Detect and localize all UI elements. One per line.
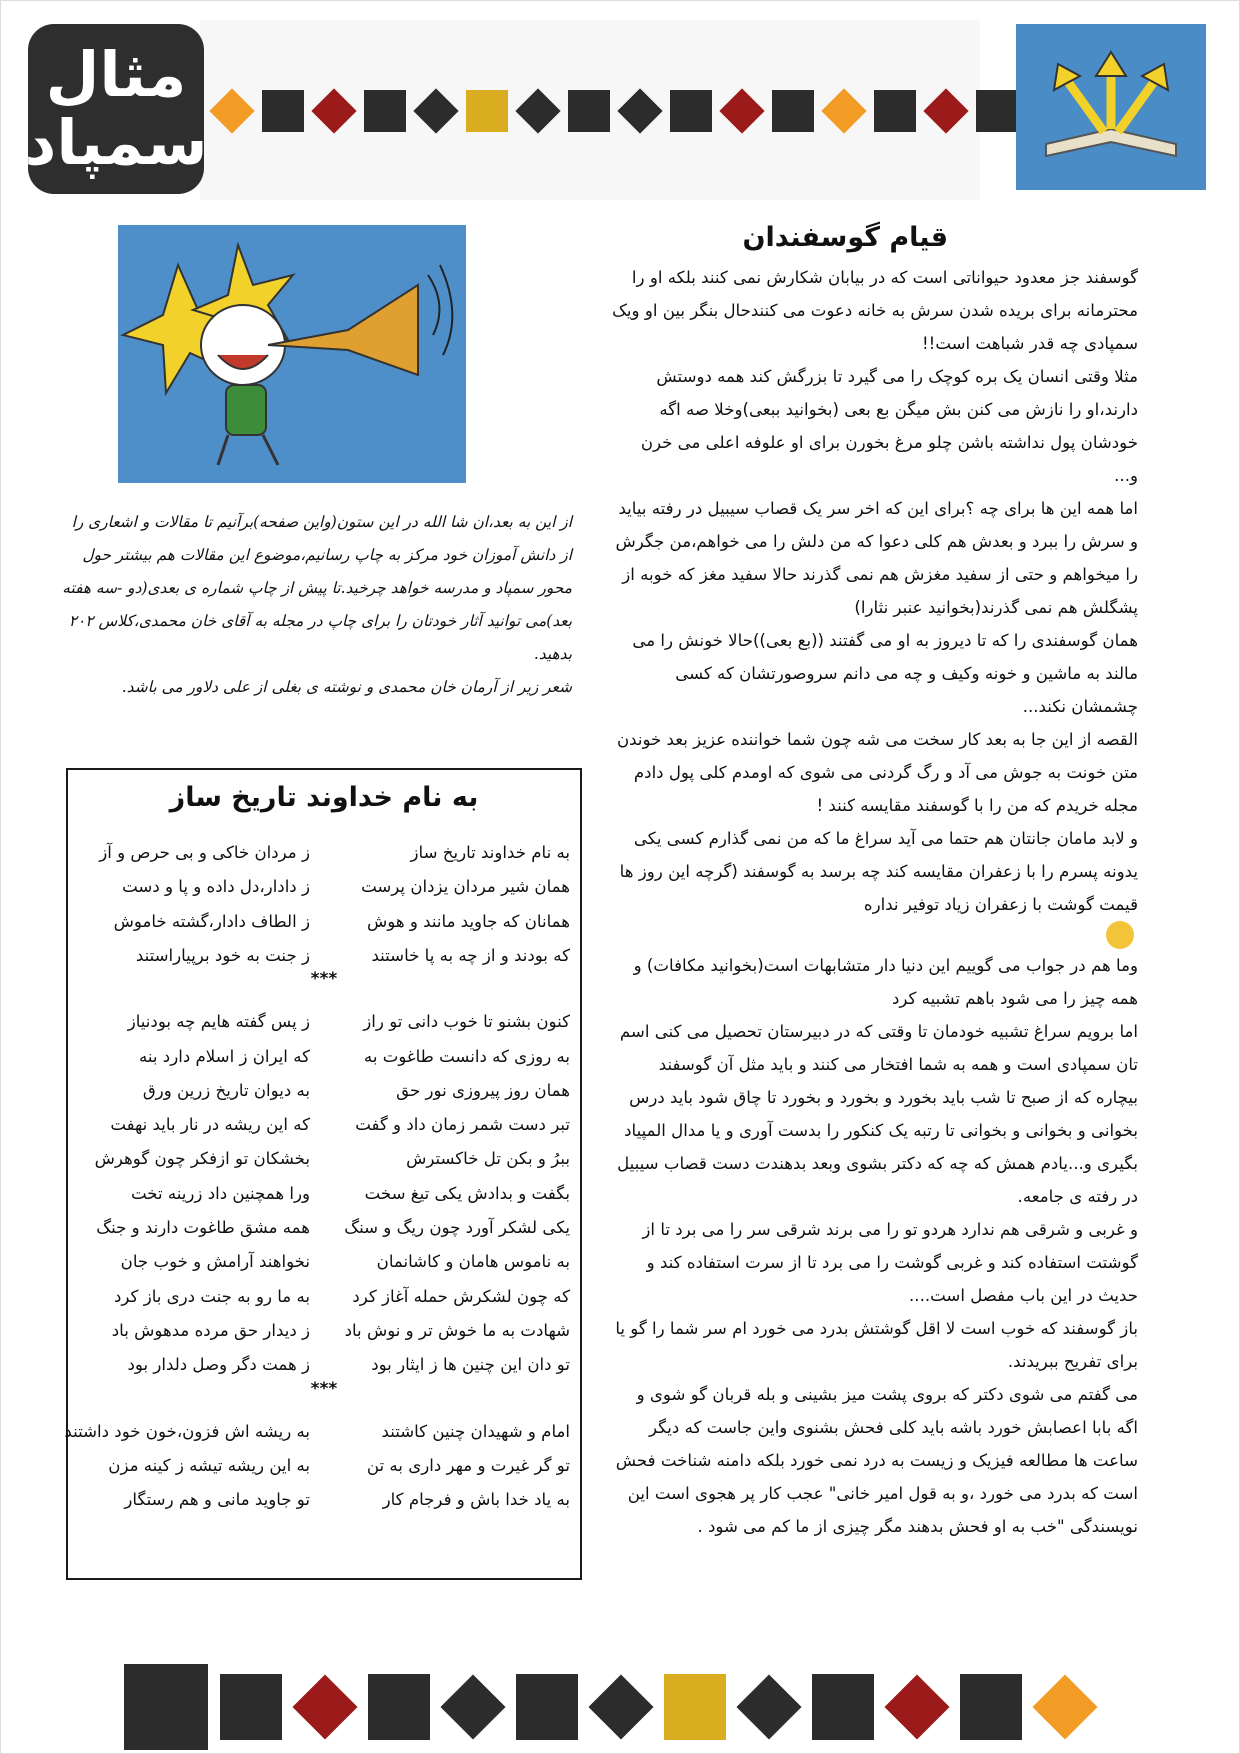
logo-line-1: مثال	[45, 38, 187, 111]
poem-verse	[68, 1348, 580, 1382]
article-paragraph: مثلا وقتی انسان یک بره کوچک را می گیرد تا بزرگش کند همه دوستش دارند،او را نازش می کنن بش میگن بع بعی (بخوانید ببعی)وخلا صه اگه خودشان پول نداشته باشن چلو مرغ بخورن برای او علوفه اعلی می خرن و...	[640, 367, 1138, 485]
verse-second-hemistich: به ریشه اش فزون،خون خود داشتند	[64, 1421, 310, 1441]
header-black-square-shape	[874, 90, 916, 132]
header-red-diamond-shape	[719, 88, 764, 133]
verse-second-hemistich: تو جاوید مانی و هم رستگار	[124, 1490, 310, 1510]
verse-second-hemistich: ز پس گفته هایم چه بودنیاز	[127, 1012, 310, 1032]
verse-first-hemistich: همان روز پیروزی نور حق	[396, 1080, 570, 1100]
footer-yellow-square-shape	[664, 1674, 726, 1740]
poem-verse	[68, 1483, 580, 1517]
poem-verse	[68, 1245, 580, 1279]
verse-first-hemistich: تبر دست شمر زمان داد و گفت	[355, 1115, 570, 1135]
article-paragraph: وما هم در جواب می گوییم این دنیا دار متشابهات است(بخوانید مکافات) و همه چیز را می شود باهم تشبیه کرد	[633, 956, 1138, 1008]
article-paragraph: اما همه این ها برای چه ؟برای این که اخر سر یک قصاب سیبیل در رفته بیاید و سرش را ببرد و بعدش هم کلی دعوا که من دلش را می خواهم،من جگرش را میخواهم و حتی از سفید مغزش هم نمی گذرند حالا سفید مغز که خوبه از پشگلش هم نمی گذرند(بخوانید عنبر نثارا)	[615, 499, 1138, 617]
footer-red-diamond-shape	[292, 1674, 357, 1739]
header-yellow-square-shape	[466, 90, 508, 132]
verse-first-hemistich: به نام خداوند تاریخ ساز	[410, 843, 570, 862]
article-paragraph: باز گوسفند که خوب است لا اقل گوشتش بدرد می خورد ام سر شما را گو یا برای تفریح ببریدند.	[615, 1319, 1138, 1371]
header-black-square-shape	[262, 90, 304, 132]
footer-red-diamond-shape	[884, 1674, 949, 1739]
header-black-square-shape	[772, 90, 814, 132]
poem-verse	[68, 870, 580, 904]
footer-black-square-shape	[516, 1674, 578, 1740]
verse-first-hemistich: امام و شهیدان چنین کاشتند	[381, 1421, 570, 1441]
poem-verse	[68, 1211, 580, 1245]
header-decoration-row	[206, 90, 1022, 132]
poem-verse	[68, 1280, 580, 1314]
verse-second-hemistich: ز جنت به خود برپیاراستند	[135, 945, 310, 965]
verse-second-hemistich: ورا همچنین داد زرینه تخت	[131, 1183, 310, 1203]
verse-second-hemistich: ز همت دگر وصل دلدار بود	[127, 1355, 310, 1375]
stanza-separator: ***	[310, 1378, 338, 1399]
verse-second-hemistich: که ایران ز اسلام دارد بنه	[139, 1046, 310, 1066]
verse-first-hemistich: که چون لشکرش حمله آغاز کرد	[352, 1286, 570, 1306]
verse-first-hemistich: به روزی که دانست طاغوت به	[363, 1046, 570, 1066]
header-black-diamond-shape	[515, 88, 560, 133]
verse-first-hemistich: ببرُ و بکن تل خاکسترش	[406, 1149, 570, 1169]
verse-first-hemistich: همان شیر مردان یزدان پرست	[361, 877, 570, 897]
verse-second-hemistich: ز الطاف دادار،گشته خاموش	[113, 911, 310, 931]
article-paragraph: گوسفند جز معدود حیواناتی است که در بیابان شکارش نمی کنند بلکه او را محترمانه برای بریده شدن سرش به خانه دعوت می کنندحال بنگر بین او ویک سمپادی چه قدر شباهت است!!	[612, 268, 1138, 353]
trumpet-character-image	[118, 225, 466, 483]
verse-first-hemistich: تو گر غیرت و مهر داری به تن	[366, 1455, 570, 1475]
verse-second-hemistich: بخشکان تو ازفکر چون گوهرش	[94, 1149, 310, 1169]
verse-second-hemistich: ز دادار،دل داده و پا و دست	[122, 877, 310, 897]
article-paragraph: اما برویم سراغ تشبیه خودمان تا وقتی که در دبیرستان تحصیل می کنی اسم تان سمپادی است و همه به شما افتخار می کنند و باید مثل آن گوسفند بیچاره که از صبح تا شب باید بخورد و بخورد و بخورد تا چاق شود باید درس بخوانی و بخوانی و بخوانی تا رتبه یک کنکور را بدست آوری و یا مدال المپیاد بگیری و...یادم همش که چه که دکتر بشوی وبعد بدهندت دست قصاب سیبیل در رفته ی جامعه.	[617, 1022, 1138, 1206]
header-orange-diamond-shape	[209, 88, 254, 133]
poem-verse	[68, 836, 580, 870]
editor-note-paragraph: از این به بعد،ان شا الله در این ستون(واین صفحه)برآنیم تا مقالات و اشعاری را از دانش آموزان خود مرکز به چاپ رسانیم،موضوع این مقالات هم بیشتر حول محور سمپاد و مدرسه خواهد چرخید.تا پیش از چاپ شماره ی بعدی(دو -سه هفته بعد)می توانید آثار خودتان را برای چاپ در مجله به آقای خان محمدی،کلاس ۲۰۲ بدهید.	[62, 513, 572, 663]
footer-black-diamond-shape	[736, 1674, 801, 1739]
poem-verse	[68, 1005, 580, 1039]
footer-black-square-shape	[812, 1674, 874, 1740]
footer-black-diamond-shape	[588, 1674, 653, 1739]
footer-orange-diamond-shape	[1032, 1674, 1097, 1739]
verse-second-hemistich: که این ریشه در نار باید نهفت	[110, 1115, 310, 1135]
article-paragraph: و غربی و شرقی هم ندارد هردو تو را می برند شرقی سر را می برد تا از گوشتت استفاده کند و غربی گوشت را می برد تا از سرت استفاده کند و حدیث در این باب مفصل است....	[642, 1220, 1138, 1305]
footer-black-square-shape	[220, 1674, 282, 1740]
book-arrows-image	[1016, 24, 1206, 190]
poem-title: به نام خداوند تاریخ ساز	[169, 782, 479, 813]
editor-note	[60, 506, 572, 704]
footer-black-square-shape	[960, 1674, 1022, 1740]
poem-verse	[68, 939, 580, 973]
poem-verse	[68, 1314, 580, 1348]
article-paragraph: القصه از این جا به بعد کار سخت می شه چون شما خواننده عزیز بعد خوندن متن خونت به جوش می آد و رگ گردنی می شوی که اومدم کلی پول دادم مجله خریدم که من را با گوسفند مقایسه کنند !	[616, 730, 1138, 815]
poem-verse	[68, 1142, 580, 1176]
poem-verse	[68, 1108, 580, 1142]
article-paragraph: می گفتم می شوی دکتر که بروی پشت میز بشینی و بله قربان گو شوی و اگه بابا اعصابش خورد باشه باید کلی فحش بشنوی واین جاست که دیگر ساعت ها مطالعه فیزیک و زیست به درد نمی خورد بلکه دامنه شناخت فحش است که بدرد می خورد ،و به قول امیر خانی" عجب کار پر هجوی است این نویسندگی "خب به او فحش بدهند مگر چیزی از ما کم می شود .	[615, 1385, 1138, 1536]
header-black-square-shape	[568, 90, 610, 132]
magazine-logo	[24, 24, 208, 194]
header-black-diamond-shape	[413, 88, 458, 133]
poem-verse	[64, 1415, 580, 1449]
verse-second-hemistich: به دیوان تاریخ زرین ورق	[142, 1080, 310, 1100]
poem-box	[66, 768, 582, 1580]
article-paragraph: همان گوسفندی را که تا دیروز به او می گفتند ((بع بعی))حالا خونش را می مالند به ماشین و خونه وکیف و چه می دانم سروصورتشان که کسی چشمشان نکند...	[632, 631, 1138, 716]
verse-second-hemistich: به این ریشه تیشه ز کینه مزن	[108, 1455, 310, 1475]
logo-line-2: سمپاد	[24, 106, 208, 179]
verse-second-hemistich: ز دیدار حق مرده مدهوش باد	[111, 1320, 310, 1340]
verse-second-hemistich: به ما رو به جنت دری باز کرد	[113, 1286, 310, 1306]
verse-second-hemistich: ز مردان خاکی و بی حرص و آز	[99, 843, 310, 862]
header-black-square-shape	[364, 90, 406, 132]
footer-black-square-shape	[368, 1674, 430, 1740]
poem-verse	[68, 1040, 580, 1074]
footer-black-diamond-shape	[440, 1674, 505, 1739]
verse-first-hemistich: که بودند و از چه به پا خاستند	[371, 945, 570, 965]
verse-second-hemistich: همه مشق طاغوت دارند و جنگ	[96, 1218, 310, 1237]
verse-first-hemistich: یکی لشکر آورد چون ریگ و سنگ	[344, 1218, 570, 1237]
footer-black-square-shape	[124, 1664, 208, 1750]
article-paragraph: و لابد مامان جانتان هم حتما می آید سراغ ما که من نمی گذارم کسی یکی یدونه پسرم را با زعفران مقایسه کند چه برسد به گوسفند (گرچه این روز ها قیمت گوشت با زعفران زیاد توفیر نداره	[619, 829, 1138, 914]
verse-first-hemistich: به ناموس هامان و کاشانمان	[376, 1252, 570, 1272]
poem-verse	[68, 1177, 580, 1211]
header-black-square-shape	[976, 90, 1018, 132]
header-black-diamond-shape	[617, 88, 662, 133]
verse-first-hemistich: بگفت و بدادش یکی تیغ سخت	[364, 1183, 570, 1203]
verse-first-hemistich: به یاد خدا باش و فرجام کار	[382, 1490, 570, 1510]
header-orange-diamond-shape	[821, 88, 866, 133]
article-column	[612, 222, 1138, 1543]
header-black-square-shape	[670, 90, 712, 132]
verse-first-hemistich: تو دان این چنین ها ز ایثار بود	[371, 1355, 570, 1375]
poem-verse	[68, 1449, 580, 1483]
article-title: قیام گوسفندان	[742, 222, 948, 253]
verse-first-hemistich: شهادت به ما خوش تر و نوش باد	[344, 1320, 570, 1340]
article-body	[612, 261, 1138, 1543]
verse-first-hemistich: همانان که جاوید مانند و هوش	[367, 911, 570, 931]
poem-verse	[68, 1074, 580, 1108]
poem-verse	[68, 905, 580, 939]
header-red-diamond-shape	[923, 88, 968, 133]
footer-decoration-row	[118, 1664, 1102, 1750]
poem-credit-line: شعر زیر از آرمان خان محمدی و نوشته ی بغلی از علی دلاور می باشد.	[121, 678, 572, 696]
thinking-smiley-icon	[1106, 921, 1134, 949]
verse-second-hemistich: نخواهند آرامش و خوب جان	[120, 1252, 310, 1272]
stanza-separator: ***	[310, 969, 338, 990]
header-red-diamond-shape	[311, 88, 356, 133]
verse-first-hemistich: کنون بشنو تا خوب دانی تو راز	[363, 1012, 570, 1032]
